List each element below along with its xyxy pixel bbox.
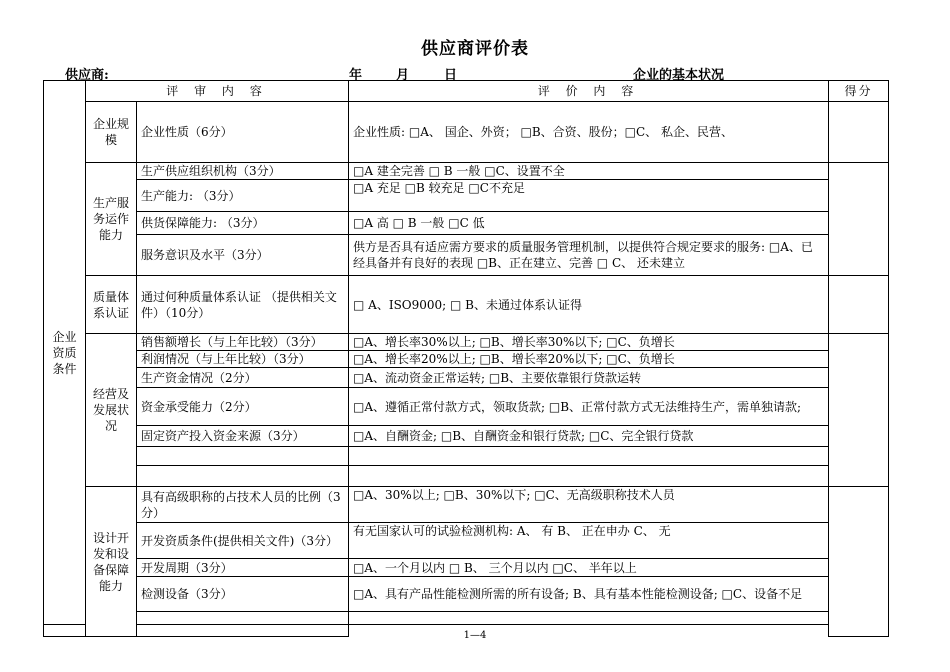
review-item: 开发资质条件(提供相关文件)（3分）	[137, 523, 349, 559]
page-title: 供应商评价表	[421, 39, 529, 59]
evaluation-text: □A、自酬资金; □B、自酬资金和银行贷款; □C、完全银行贷款	[349, 426, 829, 447]
table-row	[44, 487, 889, 523]
review-item: 销售额增长（与上年比较）（3分）	[137, 334, 349, 351]
score-cell[interactable]	[829, 334, 889, 487]
evaluation-text: □A 建全完善 □ B 一般 □C、设置不全	[349, 163, 829, 180]
table-row	[44, 523, 889, 559]
basic-status-label: 企业的基本状况	[633, 68, 725, 83]
score-cell[interactable]	[829, 163, 889, 276]
evaluation-content-header: 评 价 内 容	[349, 81, 829, 102]
main-category-cell	[44, 81, 86, 625]
evaluation-text: □A 充足 □B 较充足 □C不充足	[349, 180, 829, 212]
evaluation-text: □A、流动资金正常运转; □B、主要依靠银行贷款运转	[349, 368, 829, 388]
table-row	[44, 102, 889, 163]
blank-cell[interactable]	[137, 447, 349, 466]
page-number: 1—4	[463, 630, 487, 641]
evaluation-table	[43, 80, 889, 637]
evaluation-text: □A、增长率20%以上; □B、增长率20%以下; □C、负增长	[349, 351, 829, 368]
evaluation-text: □A 高 □ B 一般 □C 低	[349, 212, 829, 235]
evaluation-text: □A、增长率30%以上; □B、增长率30%以下; □C、负增长	[349, 334, 829, 351]
table-row	[44, 351, 889, 368]
group-label: 企业规模	[86, 102, 137, 163]
evaluation-text: □A、遵循正常付款方式，领取货款; □B、正常付款方式无法维持生产，需单独请款;	[349, 388, 829, 426]
review-item: 具有高级职称的占技术人员的比例（3分）	[137, 487, 349, 523]
table-row	[44, 577, 889, 612]
review-item: 生产能力: （3分）	[137, 180, 349, 212]
blank-cell[interactable]	[137, 466, 349, 487]
score-cell[interactable]	[829, 487, 889, 637]
review-item: 通过何种质量体系认证 （提供相关文件）（10分）	[137, 276, 349, 334]
review-item: 企业性质（6分）	[137, 102, 349, 163]
supplier-label: 供应商:	[65, 68, 109, 83]
table-row	[44, 559, 889, 577]
month-label: 月	[396, 68, 410, 83]
table-row	[44, 368, 889, 388]
table-row	[44, 163, 889, 180]
score-cell[interactable]	[829, 276, 889, 334]
blank-row	[44, 447, 889, 466]
blank-cell[interactable]	[349, 447, 829, 466]
review-item: 检测设备（3分）	[137, 577, 349, 612]
group-label: 生产服务运作能力	[86, 163, 137, 276]
review-item: 开发周期（3分）	[137, 559, 349, 577]
review-item: 供货保障能力: （3分）	[137, 212, 349, 235]
evaluation-text: 企业性质: □A、 国企、外资； □B、合资、股份；□C、 私企、民营、	[349, 102, 829, 163]
table-row	[44, 388, 889, 426]
evaluation-text: 有无国家认可的试验检测机构: A、 有 B、 正在申办 C、 无	[349, 523, 829, 559]
review-item: 资金承受能力（2分）	[137, 388, 349, 426]
table-row	[44, 276, 889, 334]
evaluation-text: □A、30%以上; □B、30%以下; □C、无高级职称技术人员	[349, 487, 829, 523]
score-header: 得分	[829, 81, 889, 102]
evaluation-text: □ A、ISO9000; □ B、未通过体系认证得	[349, 276, 829, 334]
review-item: 生产供应组织机构（3分）	[137, 163, 349, 180]
blank-cell[interactable]	[137, 612, 349, 625]
table-header-row	[44, 81, 889, 102]
review-item: 固定资产投入资金来源（3分）	[137, 426, 349, 447]
review-item: 利润情况（与上年比较）（3分）	[137, 351, 349, 368]
score-cell[interactable]	[829, 102, 889, 163]
blank-cell[interactable]	[349, 612, 829, 625]
main-category-label: 企业资质条件	[52, 329, 77, 376]
blank-row	[44, 612, 889, 625]
table-row	[44, 235, 889, 276]
year-label: 年	[349, 68, 363, 83]
group-label: 设计开发和设备保障能力	[86, 487, 137, 637]
blank-cell[interactable]	[349, 466, 829, 487]
table-row	[44, 212, 889, 235]
spacer-row	[44, 466, 889, 487]
table-row	[44, 426, 889, 447]
group-label: 经营及发展状况	[86, 334, 137, 487]
evaluation-text: □A、具有产品性能检测所需的所有设备; B、具有基本性能检测设备; □C、设备不足	[349, 577, 829, 612]
review-item: 服务意识及水平（3分）	[137, 235, 349, 276]
evaluation-text: □A、一个月以内 □ B、 三个月以内 □C、 半年以上	[349, 559, 829, 577]
day-label: 日	[444, 68, 458, 83]
evaluation-text: 供方是否具有适应需方要求的质量服务管理机制，以提供符合规定要求的服务: □A、已经具备并有良好的表现 □B、正在建立、完善 □ C、 还未建立	[349, 235, 829, 276]
review-content-header: 评 审 内 容	[86, 81, 349, 102]
table-row	[44, 334, 889, 351]
table-row	[44, 180, 889, 212]
group-label: 质量体系认证	[86, 276, 137, 334]
review-item: 生产资金情况（2分）	[137, 368, 349, 388]
